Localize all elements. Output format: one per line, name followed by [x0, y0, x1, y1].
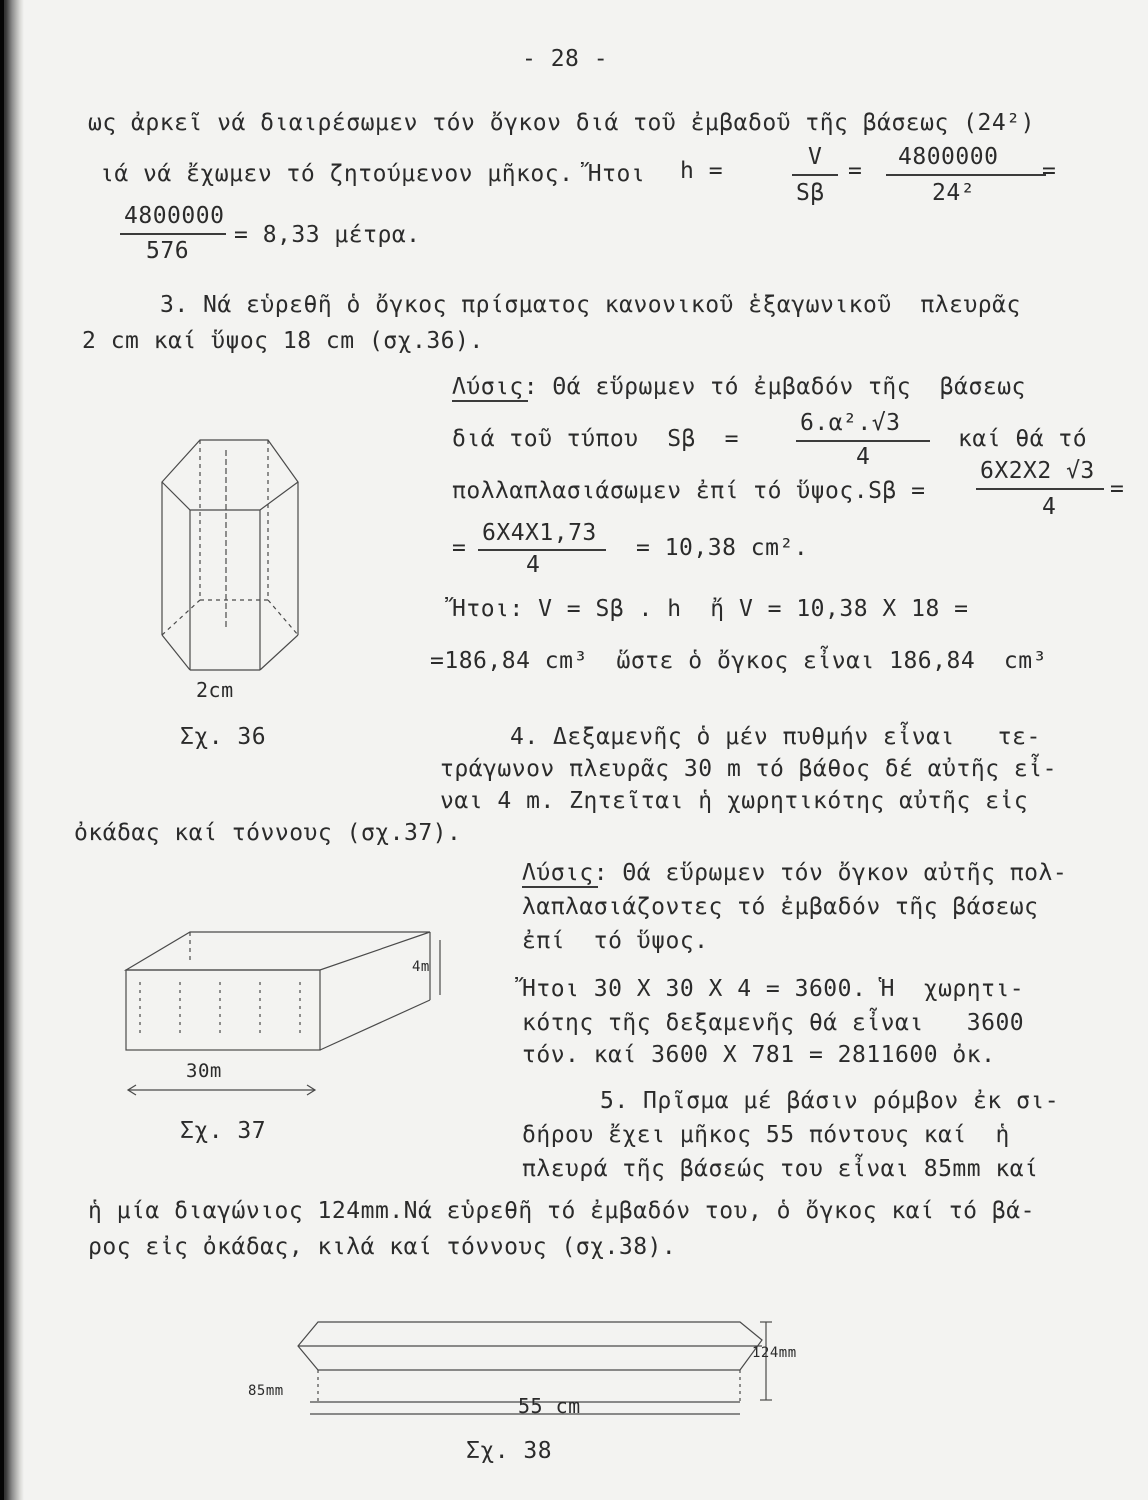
solution-label: Λύσις: Θά εὕρωμεν τό ἐμβαδόν τῆς βάσεως — [452, 374, 1026, 400]
formula-numerator: 6Χ4Χ1,73 — [482, 520, 597, 546]
problem-3-statement: 3. Νά εὑρεθῆ ὁ ὄγκος πρίσματος κανονικοῦ ἑξαγωνικοῦ πλευρᾶς — [160, 292, 1021, 318]
page-number: - 28 - — [522, 46, 609, 72]
formula-equals: = — [848, 158, 863, 184]
problem-5-statement: ρος εἰς ὀκάδας, κιλά καί τόννους (σχ.38). — [88, 1234, 677, 1260]
formula-h: h = — [680, 158, 724, 184]
problem-4-statement: ναι 4 m. Ζητεῖται ἡ χωρητικότης αὐτῆς εἰς — [440, 788, 1029, 814]
formula-equals: = — [1110, 476, 1125, 502]
formula-numerator: 4800000 — [124, 203, 225, 229]
fraction-bar — [886, 174, 1046, 176]
formula-denominator: 4 — [856, 444, 871, 470]
formula-numerator: V — [808, 144, 823, 170]
text-line: Ἤτοι 30 Χ 30 Χ 4 = 3600. Ἡ χωρητι- — [522, 976, 1025, 1002]
formula-numerator: 4800000 — [898, 144, 999, 170]
figure-36-caption: Σχ. 36 — [180, 724, 267, 750]
hexagonal-prism-figure — [150, 430, 310, 680]
fraction-bar — [976, 488, 1104, 490]
formula-equals: = — [1042, 158, 1057, 184]
problem-5-statement: δήρου ἔχει μῆκος 55 πόντους καί ἡ — [522, 1122, 1010, 1148]
formula-denominator: 4 — [1042, 494, 1057, 520]
formula-denominator: 576 — [146, 238, 190, 264]
formula-numerator: 6Χ2Χ2 √3 — [980, 458, 1095, 484]
text-line: Ἤτοι: V = Sβ . h ἤ V = 10,38 Χ 18 = — [452, 596, 969, 622]
figure-38-left-label: 85mm — [248, 1383, 284, 1399]
problem-4-statement: τράγωνον πλευρᾶς 30 m τό βάθος δέ αὐτῆς εἶ- — [440, 756, 1057, 782]
figure-38-label: 55 cm — [518, 1394, 581, 1418]
text-line: καί θά τό — [958, 426, 1088, 452]
page-binding-edge — [0, 0, 4, 1500]
formula-denominator: 24² — [932, 180, 976, 206]
problem-5-statement: 5. Πρῖσμα μέ βάσιν ρόμβον ἐκ σι- — [600, 1088, 1060, 1114]
problem-3-statement: 2 cm καί ὕψος 18 cm (σχ.36). — [82, 328, 484, 354]
fraction-bar — [120, 233, 226, 235]
problem-5-statement: ἡ μία διαγώνιος 124mm.Νά εὑρεθῆ τό ἐμβαδόν του, ὁ ὄγκος καί τό βά- — [88, 1198, 1035, 1224]
figure-38-caption: Σχ. 38 — [466, 1438, 553, 1464]
problem-5-statement: πλευρά τῆς βάσεώς του εἶναι 85mm καί — [522, 1156, 1039, 1182]
fraction-bar — [792, 174, 838, 176]
formula-denominator: 4 — [526, 552, 541, 578]
problem-4-statement: ὀκάδας καί τόννους (σχ.37). — [74, 820, 462, 846]
fraction-bar — [796, 440, 930, 442]
text-line: πολλαπλασιάσωμεν ἐπί τό ὕψος.Sβ = — [452, 478, 926, 504]
figure-37-caption: Σχ. 37 — [180, 1118, 267, 1144]
text-line: ἐπί τό ὕψος. — [522, 928, 709, 954]
text-line: ιά νά ἔχωμεν τό ζητούμενον μῆκος. Ἤτοι — [100, 161, 646, 187]
solution-label: Λύσις: Θά εὕρωμεν τόν ὄγκον αὐτῆς πολ- — [522, 860, 1068, 886]
problem-4-statement: 4. Δεξαμενῆς ὁ μέν πυθμήν εἶναι τε- — [510, 724, 1041, 750]
text-line: = 8,33 μέτρα. — [234, 222, 421, 248]
tank-figure — [120, 920, 450, 1100]
text-line: τόν. καί 3600 Χ 781 = 2811600 ὀκ. — [522, 1042, 996, 1068]
figure-38-side-label: 124mm — [752, 1345, 797, 1361]
figure-36-label: 2cm — [196, 678, 234, 702]
text-line: = 10,38 cm². — [636, 535, 809, 561]
text-line: κότης τῆς δεξαμενῆς θά εἶναι 3600 — [522, 1010, 1025, 1036]
text-line: =186,84 cm³ ὥστε ὁ ὄγκος εἶναι 186,84 cm³ — [430, 648, 1047, 674]
figure-37-side-label: 4m — [412, 959, 430, 975]
fraction-bar — [478, 549, 606, 551]
formula-equals: = — [452, 535, 467, 561]
figure-37-label: 30m — [186, 1060, 222, 1082]
text-line: ως ἀρκεῖ νά διαιρέσωμεν τόν ὄγκον διά τοῦ ἐμβαδοῦ τῆς βάσεως (24²) — [88, 110, 1035, 136]
text-line: λαπλασιάζοντες τό ἐμβαδόν τῆς βάσεως — [522, 894, 1039, 920]
formula-denominator: Sβ — [796, 180, 825, 206]
underline — [522, 886, 598, 888]
underline — [452, 400, 528, 402]
formula-numerator: 6.α².√3 — [800, 410, 901, 436]
text-line: διά τοῦ τύπου Sβ = — [452, 426, 739, 452]
